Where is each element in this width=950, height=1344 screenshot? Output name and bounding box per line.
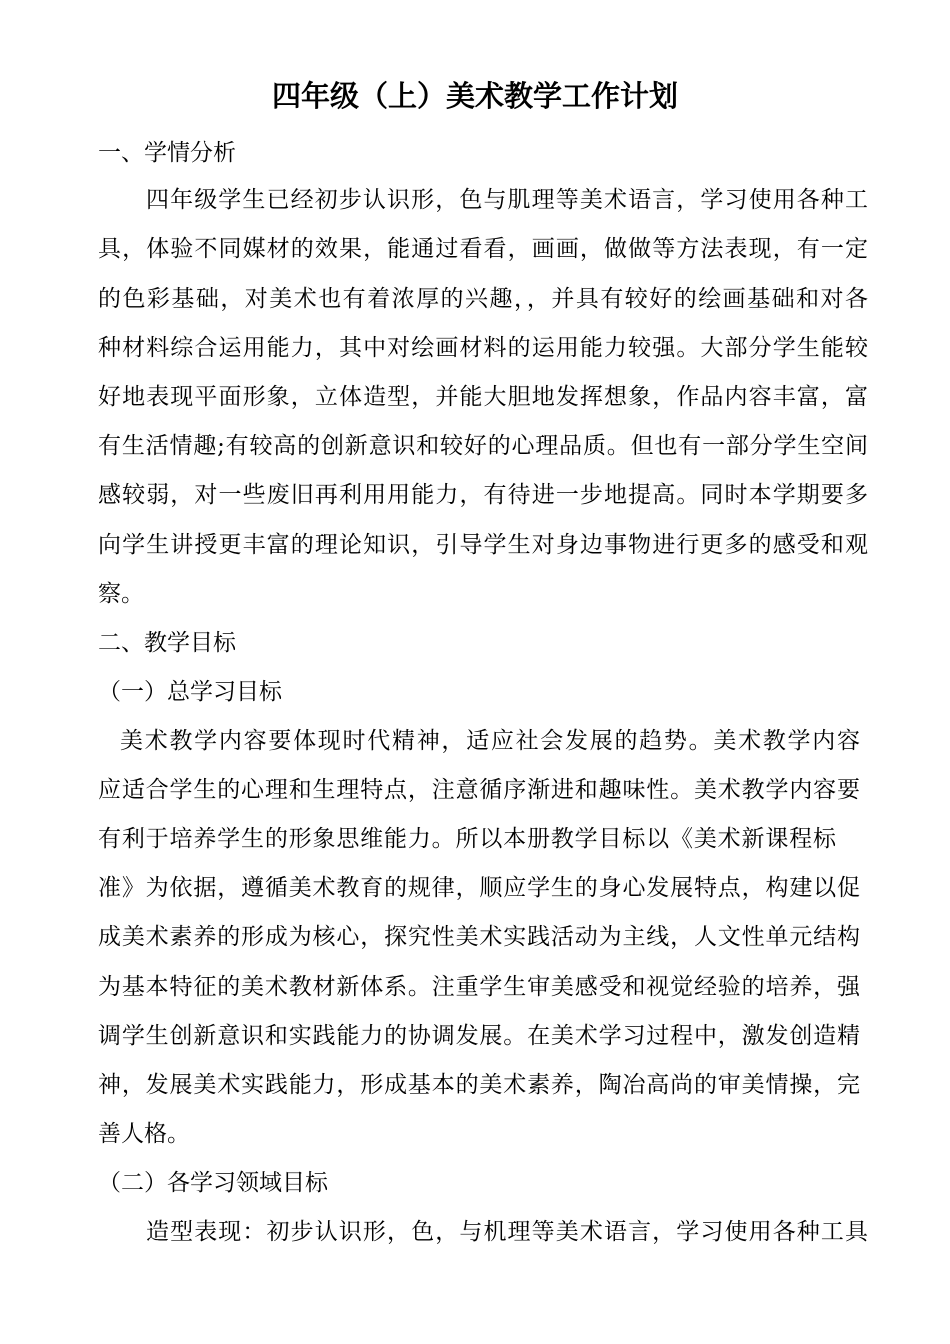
paragraph-line: 察。: [98, 581, 144, 607]
paragraph-line: 准》为依据，遵循美术教育的规律，顺应学生的身心发展特点，构建以促: [98, 875, 860, 901]
document-title: 四年级（上）美术教学工作计划: [271, 79, 678, 113]
subsection-heading-domain-goals: （二）各学习领域目标: [98, 1170, 328, 1196]
paragraph-line: 善人格。: [98, 1121, 190, 1147]
paragraph-line: 调学生创新意识和实践能力的协调发展。在美术学习过程中，激发创造精: [98, 1023, 860, 1049]
subsection-heading-overall-goals: （一）总学习目标: [98, 679, 282, 705]
paragraph-line: 美术教学内容要体现时代精神，适应社会发展的趋势。美术教学内容: [120, 728, 860, 754]
section-heading-student-analysis: 一、学情分析: [98, 140, 236, 166]
paragraph-line: 向学生讲授更丰富的理论知识，引导学生对身边事物进行更多的感受和观: [98, 532, 868, 558]
paragraph-line: 成美术素养的形成为核心，探究性美术实践活动为主线，人文性单元结构: [98, 924, 860, 950]
paragraph-line: 具，体验不同媒材的效果，能通过看看，画画，做做等方法表现，有一定: [98, 236, 868, 262]
paragraph-line: 有利于培养学生的形象思维能力。所以本册教学目标以《美术新课程标: [98, 826, 836, 852]
paragraph-line: 感较弱，对一些废旧再利用用能力，有待进一步地提高。同时本学期要多: [98, 482, 868, 508]
paragraph-line: 好地表现平面形象，立体造型，并能大胆地发挥想象，作品内容丰富，富: [98, 384, 868, 410]
paragraph-line: 为基本特征的美术教材新体系。注重学生审美感受和视觉经验的培养，强: [98, 974, 860, 1000]
paragraph-line: 有生活情趣;有较高的创新意识和较好的心理品质。但也有一部分学生空间: [98, 433, 868, 459]
paragraph-line: 种材料综合运用能力，其中对绘画材料的运用能力较强。大部分学生能较: [98, 335, 868, 361]
paragraph-line: 的色彩基础，对美术也有着浓厚的兴趣，，并具有较好的绘画基础和对各: [98, 286, 868, 312]
paragraph-line: 神，发展美术实践能力，形成基本的美术素养，陶冶高尚的审美情操，完: [98, 1072, 860, 1098]
paragraph-line: 造型表现：初步认识形，色，与机理等美术语言，学习使用各种工具: [146, 1219, 868, 1245]
paragraph-line: 应适合学生的心理和生理特点，注意循序渐进和趣味性。美术教学内容要: [98, 777, 860, 803]
paragraph-line: 四年级学生已经初步认识形，色与肌理等美术语言，学习使用各种工: [146, 187, 868, 213]
section-heading-teaching-goals: 二、教学目标: [98, 630, 236, 656]
